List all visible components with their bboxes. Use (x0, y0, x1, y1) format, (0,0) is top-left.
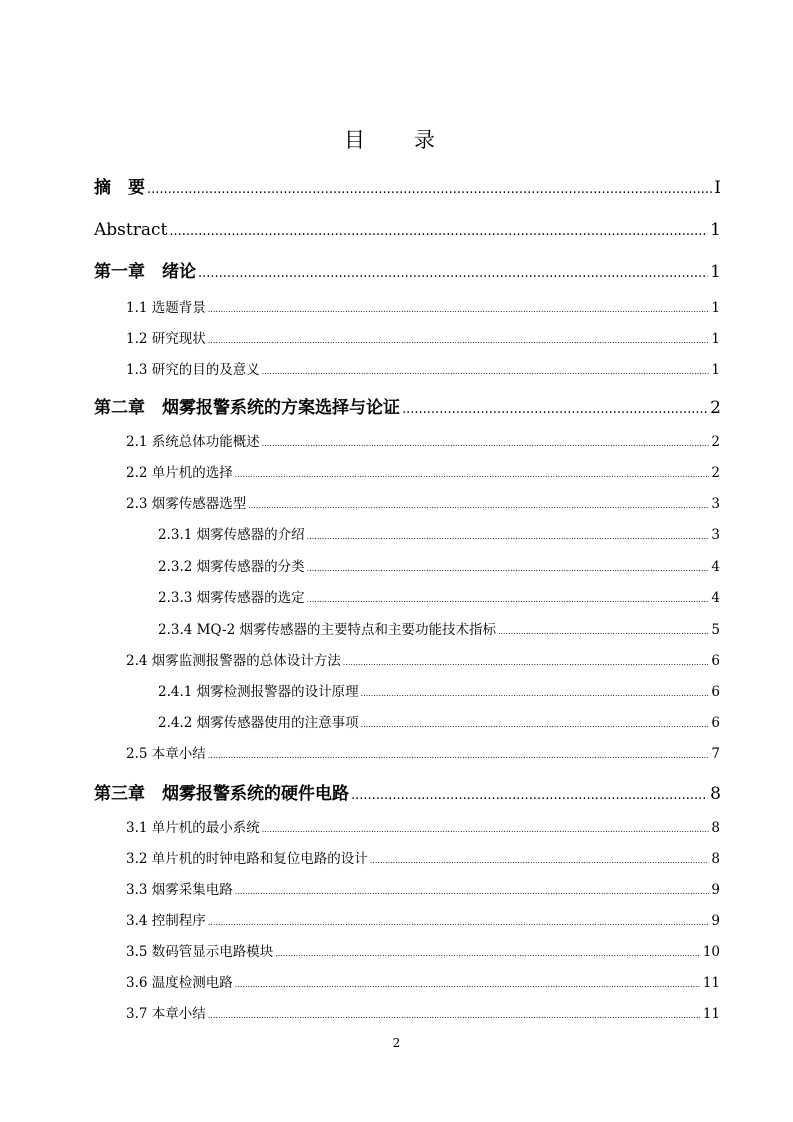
toc-entry-level3[interactable] (158, 557, 720, 577)
toc-entry-label: 2.2 单片机的选择 (126, 465, 233, 481)
toc-entry-label: 3.2 单片机的时钟电路和复位电路的设计 (126, 851, 368, 867)
toc-entry-level3[interactable] (158, 620, 720, 640)
toc-entry-page: 1 (710, 262, 721, 282)
toc-entry-page: 1 (711, 300, 720, 316)
toc-entry-level2[interactable] (126, 298, 720, 318)
toc-entry-label: 3.7 本章小结 (126, 1006, 206, 1022)
toc-dot-leader (208, 1006, 701, 1026)
page-number: 2 (392, 1036, 401, 1050)
toc-entry-page: 6 (711, 653, 720, 669)
toc-dot-leader (307, 590, 710, 610)
toc-dot-leader (402, 398, 708, 422)
toc-entry-level2[interactable] (126, 329, 720, 349)
toc-entry-level2[interactable] (126, 744, 720, 764)
toc-entry-page: 8 (710, 784, 721, 804)
toc-entry-label: 第一章 绪论 (94, 262, 196, 282)
toc-entry-page: 8 (711, 820, 720, 836)
toc-entry-page: 5 (711, 622, 720, 638)
toc-entry-page: I (714, 178, 721, 198)
toc-entry-level2[interactable] (126, 1004, 720, 1024)
toc-dot-leader (147, 178, 712, 202)
toc-dot-leader (343, 653, 710, 673)
toc-entry-level2[interactable] (126, 432, 720, 452)
toc-entry-label: 3.1 单片机的最小系统 (126, 820, 260, 836)
toc-dot-leader (498, 622, 709, 642)
toc-entry-level2[interactable] (126, 818, 720, 838)
toc-entry-level3[interactable] (158, 682, 720, 702)
toc-dot-leader (307, 559, 710, 579)
toc-entry-page: 2 (711, 434, 720, 450)
toc-dot-leader (235, 465, 710, 485)
toc-dot-leader (307, 527, 710, 547)
toc-entry-label: 2.5 本章小结 (126, 746, 206, 762)
toc-entry-level1[interactable] (94, 218, 721, 242)
toc-entry-page: 3 (711, 527, 720, 543)
toc-dot-leader (275, 944, 701, 964)
toc-entry-level2[interactable] (126, 880, 720, 900)
toc-entry-page: 1 (710, 220, 721, 240)
toc-dot-leader (262, 820, 710, 840)
toc-dot-leader (208, 300, 710, 320)
toc-entry-label: 3.6 温度检测电路 (126, 975, 233, 991)
toc-entry-label: 2.3 烟雾传感器选型 (126, 496, 247, 512)
toc-entry-label: 2.3.4 MQ-2 烟雾传感器的主要特点和主要功能技术指标 (158, 622, 496, 638)
toc-entry-level2[interactable] (126, 651, 720, 671)
toc-dot-leader (208, 331, 710, 351)
toc-dot-leader (351, 784, 708, 808)
toc-entry-level2[interactable] (126, 463, 720, 483)
toc-entry-page: 2 (710, 398, 721, 418)
toc-entry-level1[interactable] (94, 396, 721, 420)
toc-entry-page: 1 (711, 362, 720, 378)
toc-entry-label: 2.3.3 烟雾传感器的选定 (158, 590, 305, 606)
toc-dot-leader (208, 746, 710, 766)
toc-entry-level1[interactable] (94, 782, 721, 806)
toc-entry-level1[interactable] (94, 176, 721, 200)
toc-entry-level2[interactable] (126, 494, 720, 514)
toc-entry-level3[interactable] (158, 713, 720, 733)
toc-dot-leader (248, 496, 709, 516)
toc-dot-leader (370, 851, 710, 871)
toc-entry-label: 3.3 烟雾采集电路 (126, 882, 233, 898)
toc-entry-label: 第三章 烟雾报警系统的硬件电路 (94, 784, 349, 804)
toc-entry-page: 2 (711, 465, 720, 481)
toc-dot-leader (235, 975, 701, 995)
toc-entry-label: 摘 要 (94, 178, 145, 198)
toc-dot-leader (169, 220, 708, 244)
toc-entry-label: 2.3.1 烟雾传感器的介绍 (158, 527, 305, 543)
toc-entry-label: 2.4.1 烟雾检测报警器的设计原理 (158, 684, 359, 700)
toc-dot-leader (262, 362, 710, 382)
toc-entry-page: 10 (702, 944, 720, 960)
toc-entry-page: 9 (711, 882, 720, 898)
toc-entry-page: 11 (702, 1006, 720, 1022)
toc-entry-page: 4 (711, 590, 720, 606)
toc-entry-label: 2.3.2 烟雾传感器的分类 (158, 559, 305, 575)
toc-dot-leader (208, 913, 710, 933)
toc-entry-label: 2.1 系统总体功能概述 (126, 434, 260, 450)
toc-entry-label: 1.1 选题背景 (126, 300, 206, 316)
toc-entry-level2[interactable] (126, 942, 720, 962)
toc-entry-page: 3 (711, 496, 720, 512)
toc-title: 目 录 (344, 128, 449, 152)
toc-dot-leader (262, 434, 710, 454)
toc-entry-level2[interactable] (126, 973, 720, 993)
toc-entry-page: 9 (711, 913, 720, 929)
toc-entry-level1[interactable] (94, 260, 721, 284)
toc-entry-level3[interactable] (158, 525, 720, 545)
toc-entry-page: 1 (711, 331, 720, 347)
toc-dot-leader (361, 715, 710, 735)
toc-entry-label: 第二章 烟雾报警系统的方案选择与论证 (94, 398, 400, 418)
toc-entry-level2[interactable] (126, 911, 720, 931)
toc-entry-label: Abstract (94, 220, 168, 240)
toc-entry-page: 11 (702, 975, 720, 991)
toc-entry-page: 6 (711, 684, 720, 700)
toc-entry-page: 7 (711, 746, 720, 762)
toc-dot-leader (235, 882, 710, 902)
toc-entry-page: 6 (711, 715, 720, 731)
toc-entry-label: 3.5 数码管显示电路模块 (126, 944, 274, 960)
toc-entry-level2[interactable] (126, 849, 720, 869)
toc-dot-leader (198, 262, 708, 286)
toc-entry-page: 4 (711, 559, 720, 575)
toc-entry-level3[interactable] (158, 588, 720, 608)
toc-entry-label: 1.3 研究的目的及意义 (126, 362, 260, 378)
toc-entry-page: 8 (711, 851, 720, 867)
toc-entry-label: 1.2 研究现状 (126, 331, 206, 347)
toc-entry-label: 2.4 烟雾监测报警器的总体设计方法 (126, 653, 341, 669)
toc-dot-leader (361, 684, 710, 704)
toc-entry-level2[interactable] (126, 360, 720, 380)
toc-entry-label: 3.4 控制程序 (126, 913, 206, 929)
toc-entry-label: 2.4.2 烟雾传感器使用的注意事项 (158, 715, 359, 731)
